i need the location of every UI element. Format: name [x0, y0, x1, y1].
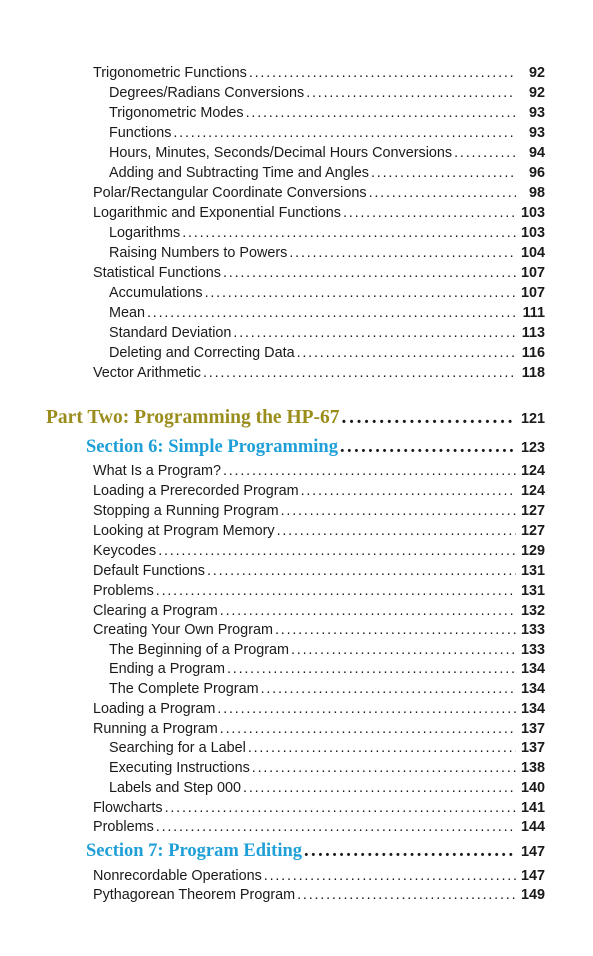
page-number: 144 [520, 819, 545, 835]
toc-entry [93, 602, 545, 621]
page-number: 118 [521, 365, 545, 381]
dot-leader [156, 818, 516, 836]
dot-leader [217, 700, 516, 718]
toc-entry [93, 886, 545, 905]
entry-title: Creating Your Own Program [93, 622, 273, 638]
page-number: 107 [520, 265, 545, 281]
entry-title: Deleting and Correcting Data [109, 345, 295, 361]
entry-title: Hours, Minutes, Seconds/Decimal Hours Conversions [109, 145, 453, 161]
entry-title: Nonrecordable Operations [93, 868, 262, 884]
dot-leader [233, 324, 516, 342]
toc-entry [109, 124, 545, 143]
dot-leader [249, 64, 516, 82]
entry-title: Mean [109, 305, 145, 321]
dot-leader [227, 660, 516, 678]
toc-entry [109, 739, 545, 758]
dot-leader [289, 244, 516, 262]
entry-title: Raising Numbers to Powers [109, 245, 288, 261]
page-number: 138 [520, 760, 545, 776]
page-number: 123 [520, 440, 545, 456]
page-number: 111 [522, 305, 545, 321]
part-heading [46, 407, 545, 431]
toc-entry [109, 104, 545, 123]
dot-leader [454, 144, 516, 162]
page-number: 116 [521, 345, 545, 361]
dot-leader [261, 680, 516, 698]
entry-title: Executing Instructions [109, 760, 250, 776]
page-number: 104 [520, 245, 545, 261]
entry-title: Vector Arithmetic [93, 365, 201, 381]
dot-leader [275, 621, 516, 639]
page-number: 129 [520, 543, 545, 559]
dot-leader [297, 344, 516, 362]
dot-leader [165, 799, 516, 817]
entry-title: The Beginning of a Program [109, 642, 289, 658]
page-number: 124 [520, 483, 545, 499]
toc-entry [93, 562, 545, 581]
page-number: 92 [528, 85, 545, 101]
dot-leader [243, 779, 516, 797]
dot-leader [371, 164, 516, 182]
entry-title: Trigonometric Modes [109, 105, 244, 121]
page-number: 103 [520, 205, 545, 221]
dot-leader [182, 224, 516, 242]
entry-title: Degrees/Radians Conversions [109, 85, 305, 101]
dot-leader [301, 482, 516, 500]
entry-title: Problems [93, 819, 154, 835]
entry-title: Adding and Subtracting Time and Angles [109, 165, 370, 181]
entry-title: Logarithms [109, 225, 181, 241]
dot-leader [342, 407, 516, 429]
page-number: 93 [528, 125, 545, 141]
page-number: 107 [520, 285, 545, 301]
entry-title: Statistical Functions [93, 265, 221, 281]
toc-entry [109, 344, 545, 363]
dot-leader [207, 562, 516, 580]
dot-leader [340, 437, 516, 458]
page-number: 121 [520, 411, 545, 427]
entry-title: Logarithmic and Exponential Functions [93, 205, 341, 221]
dot-leader [246, 104, 516, 122]
toc-entry [93, 621, 545, 640]
page-number: 94 [528, 145, 545, 161]
dot-leader [220, 602, 516, 620]
dot-leader [264, 867, 516, 885]
page-number: 147 [520, 868, 545, 884]
entry-title: Flowcharts [93, 800, 163, 816]
dot-leader [223, 462, 516, 480]
toc-entry [93, 522, 545, 541]
page-number: 96 [528, 165, 545, 181]
page-number: 124 [520, 463, 545, 479]
toc-entry [109, 660, 545, 679]
dot-leader [205, 284, 516, 302]
toc-entry [109, 144, 545, 163]
entry-title: Standard Deviation [109, 325, 232, 341]
page-number: 134 [520, 681, 545, 697]
toc-entry [109, 680, 545, 699]
toc-entry [93, 264, 545, 283]
entry-title: Loading a Program [93, 701, 216, 717]
page-number: 131 [520, 583, 545, 599]
entry-title: Loading a Prerecorded Program [93, 483, 299, 499]
dot-leader [220, 720, 516, 738]
entry-title: Keycodes [93, 543, 157, 559]
dot-leader [158, 542, 516, 560]
entry-title: Searching for a Label [109, 740, 246, 756]
dot-leader [343, 204, 516, 222]
page-number: 134 [520, 661, 545, 677]
page-number: 131 [520, 563, 545, 579]
dot-leader [156, 582, 516, 600]
toc-entry [93, 542, 545, 561]
entry-title: Running a Program [93, 721, 218, 737]
dot-leader [248, 739, 516, 757]
entry-title: Problems [93, 583, 154, 599]
section-heading [86, 841, 545, 864]
toc-entry [109, 779, 545, 798]
entry-title: Trigonometric Functions [93, 65, 247, 81]
toc-entry [93, 502, 545, 521]
entry-title: Pythagorean Theorem Program [93, 887, 296, 903]
page-number: 92 [528, 65, 545, 81]
entry-title: The Complete Program [109, 681, 259, 697]
toc-entry [109, 324, 545, 343]
dot-leader [281, 502, 516, 520]
page-number: 137 [520, 721, 545, 737]
entry-title: Looking at Program Memory [93, 523, 275, 539]
page-number: 103 [520, 225, 545, 241]
toc-entry [93, 867, 545, 886]
toc-entry [93, 364, 545, 383]
page-number: 132 [520, 603, 545, 619]
page-number: 93 [528, 105, 545, 121]
dot-leader [297, 886, 516, 904]
page-number: 134 [520, 701, 545, 717]
toc-entry [93, 462, 545, 481]
dot-leader [369, 184, 516, 202]
entry-title: Clearing a Program [93, 603, 218, 619]
dot-leader [252, 759, 516, 777]
entry-title: Section 7: Program Editing [86, 841, 302, 861]
dot-leader [203, 364, 516, 382]
entry-title: Functions [109, 125, 172, 141]
toc-entry [93, 720, 545, 739]
toc-entry [109, 244, 545, 263]
page-number: 127 [520, 523, 545, 539]
page-number: 98 [528, 185, 545, 201]
entry-title: Default Functions [93, 563, 205, 579]
entry-title: Labels and Step 000 [109, 780, 242, 796]
entry-title: Ending a Program [109, 661, 225, 677]
toc-entry [93, 818, 545, 837]
toc-entry [93, 482, 545, 501]
page-number: 147 [520, 844, 545, 860]
entry-title: Stopping a Running Program [93, 503, 279, 519]
dot-leader [147, 304, 516, 322]
page-number: 137 [520, 740, 545, 756]
dot-leader [173, 124, 516, 142]
page-number: 127 [520, 503, 545, 519]
toc-entry [109, 641, 545, 660]
toc-entry [109, 224, 545, 243]
section-heading [86, 437, 545, 460]
page-number: 133 [520, 622, 545, 638]
dot-leader [223, 264, 516, 282]
toc-entry [93, 700, 545, 719]
toc-entry [93, 582, 545, 601]
page-number: 140 [520, 780, 545, 796]
toc-entry [93, 64, 545, 83]
dot-leader [277, 522, 516, 540]
toc-entry [109, 84, 545, 103]
dot-leader [291, 641, 516, 659]
page-number: 133 [520, 642, 545, 658]
toc-entry [109, 284, 545, 303]
toc-entry [109, 759, 545, 778]
page-number: 113 [521, 325, 545, 341]
dot-leader [304, 841, 516, 862]
page-number: 149 [520, 887, 545, 903]
page-number: 141 [520, 800, 545, 816]
entry-title: Accumulations [109, 285, 203, 301]
dot-leader [306, 84, 516, 102]
toc-entry [93, 799, 545, 818]
toc-entry [93, 204, 545, 223]
entry-title: Section 6: Simple Programming [86, 437, 338, 457]
toc-entry [109, 304, 545, 323]
entry-title: What Is a Program? [93, 463, 221, 479]
toc-entry [93, 184, 545, 203]
entry-title: Part Two: Programming the HP-67 [46, 407, 340, 428]
entry-title: Polar/Rectangular Coordinate Conversions [93, 185, 367, 201]
toc-entry [109, 164, 545, 183]
